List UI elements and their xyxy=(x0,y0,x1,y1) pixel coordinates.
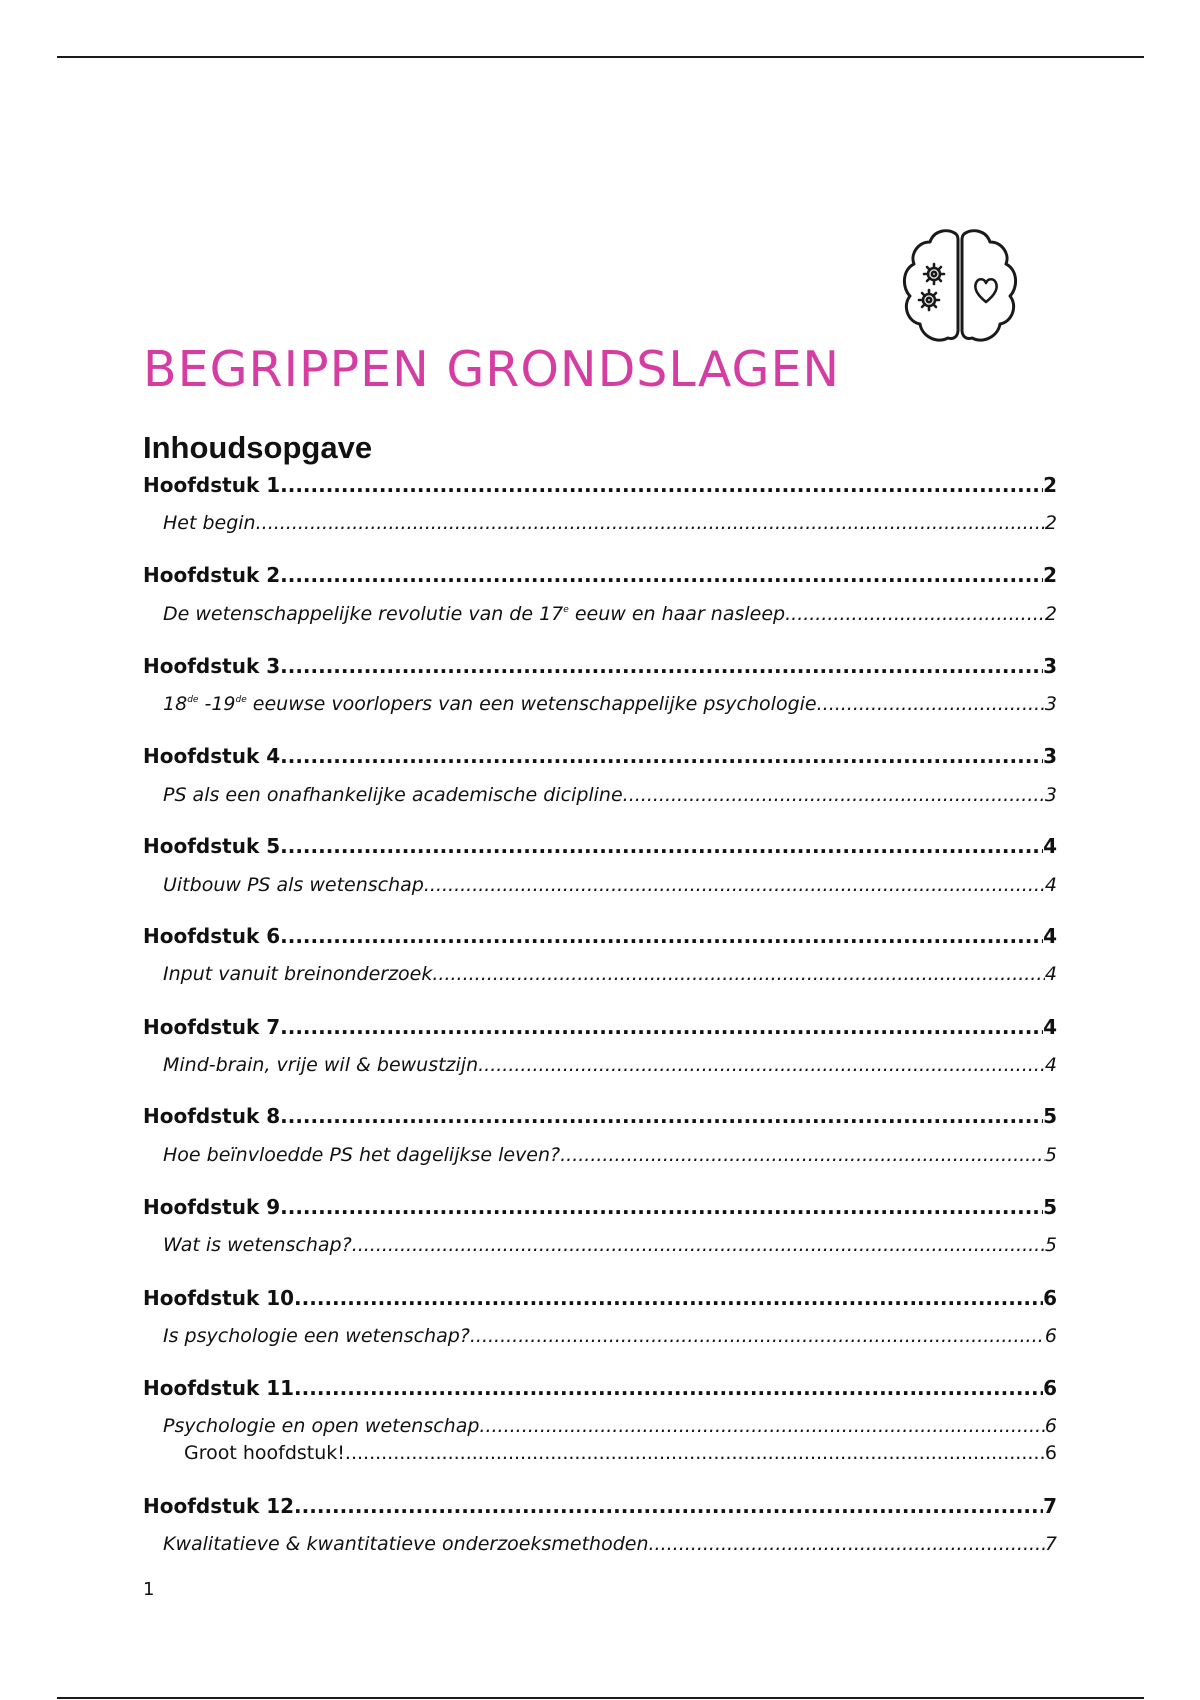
toc-label: Hoofdstuk 12 xyxy=(143,1494,295,1518)
toc-section-wat-is-wetenschap[interactable] xyxy=(163,1236,1057,1255)
toc-label: Hoofdstuk 3 xyxy=(143,654,281,678)
toc-label: Groot hoofdstuk! xyxy=(184,1442,345,1464)
toc-page: 6 xyxy=(1044,1442,1057,1464)
toc-page: 5 xyxy=(1044,1144,1057,1166)
toc-page: 6 xyxy=(1043,1376,1057,1400)
dot-leader xyxy=(280,656,1043,676)
dot-leader xyxy=(294,1288,1043,1308)
toc-section-uitbouw[interactable] xyxy=(163,876,1057,895)
toc-label: Hoofdstuk 8 xyxy=(143,1104,281,1128)
toc-label: Input vanuit breinonderzoek xyxy=(163,963,433,985)
toc-section-voorlopers[interactable] xyxy=(163,695,1057,714)
toc-page: 4 xyxy=(1044,1054,1057,1076)
toc-label: Psychologie en open wetenschap xyxy=(163,1415,480,1437)
dot-leader xyxy=(424,876,1045,895)
toc-label: Hoofdstuk 10 xyxy=(143,1286,295,1310)
toc-chapter-8[interactable] xyxy=(143,1106,1057,1126)
toc-label: Hoofdstuk 5 xyxy=(143,834,281,858)
toc-page: 4 xyxy=(1044,963,1057,985)
dot-leader xyxy=(280,565,1043,585)
toc-section-wetenschappelijke-revolutie[interactable] xyxy=(163,605,1057,624)
toc-label: Hoofdstuk 9 xyxy=(143,1195,281,1219)
toc-page: 6 xyxy=(1044,1415,1057,1437)
toc-page: 6 xyxy=(1044,1325,1057,1347)
dot-leader xyxy=(817,695,1045,714)
dot-leader xyxy=(280,475,1043,495)
toc-chapter-7[interactable] xyxy=(143,1017,1057,1037)
dot-leader xyxy=(479,1417,1044,1436)
toc-page: 3 xyxy=(1043,654,1057,678)
toc-label: Uitbouw PS als wetenschap xyxy=(163,874,424,896)
toc-label: Hoe beïnvloedde PS het dagelijkse leven? xyxy=(163,1144,561,1166)
dot-leader xyxy=(280,926,1043,946)
toc-chapter-2[interactable] xyxy=(143,565,1057,585)
toc-section-onderzoeksmethoden[interactable] xyxy=(163,1535,1057,1554)
toc-heading: Inhoudsopgave xyxy=(143,429,373,465)
toc-section-academische-dicipline[interactable] xyxy=(163,786,1057,805)
toc-page: 3 xyxy=(1044,693,1057,715)
toc-section-het-begin[interactable] xyxy=(163,514,1057,533)
dot-leader xyxy=(352,1236,1045,1255)
toc-subsection-groot-hoofdstuk[interactable] xyxy=(184,1444,1057,1463)
dot-leader xyxy=(256,514,1045,533)
toc-label: Kwalitatieve & kwantitatieve onderzoeksmethoden xyxy=(163,1533,649,1555)
toc-chapter-5[interactable] xyxy=(143,836,1057,856)
toc-label: Mind-brain, vrije wil & bewustzijn xyxy=(163,1054,479,1076)
toc-page: 2 xyxy=(1044,603,1057,625)
dot-leader xyxy=(294,1378,1043,1398)
toc-label: De wetenschappelijke revolutie van de 17e eeuw en haar nasleep xyxy=(163,603,786,625)
toc-chapter-4[interactable] xyxy=(143,746,1057,766)
toc-page: 5 xyxy=(1044,1234,1057,1256)
toc-label: Hoofdstuk 1 xyxy=(143,473,281,497)
toc-chapter-9[interactable] xyxy=(143,1197,1057,1217)
dot-leader xyxy=(345,1444,1045,1463)
toc-page: 2 xyxy=(1043,563,1057,587)
toc-chapter-12[interactable] xyxy=(143,1496,1057,1516)
dot-leader xyxy=(280,1106,1043,1126)
toc-page: 4 xyxy=(1043,834,1057,858)
toc-chapter-3[interactable] xyxy=(143,656,1057,676)
page-number: 1 xyxy=(143,1579,155,1600)
toc-page: 2 xyxy=(1044,512,1057,534)
toc-page: 5 xyxy=(1043,1104,1057,1128)
toc-label: 18de -19de eeuwse voorlopers van een wetenschappelijke psychologie xyxy=(163,693,817,715)
dot-leader xyxy=(623,786,1045,805)
toc-label: Hoofdstuk 4 xyxy=(143,744,281,768)
toc-label: Hoofdstuk 11 xyxy=(143,1376,295,1400)
toc-page: 5 xyxy=(1043,1195,1057,1219)
dot-leader xyxy=(470,1327,1045,1346)
dot-leader xyxy=(785,605,1045,624)
dot-leader xyxy=(649,1535,1045,1554)
toc-chapter-11[interactable] xyxy=(143,1378,1057,1398)
toc-page: 6 xyxy=(1043,1286,1057,1310)
toc-label: Hoofdstuk 2 xyxy=(143,563,281,587)
dot-leader xyxy=(432,965,1045,984)
brain-gears-heart-icon xyxy=(898,228,1022,348)
toc-chapter-10[interactable] xyxy=(143,1288,1057,1308)
toc-page: 7 xyxy=(1043,1494,1057,1518)
bottom-rule xyxy=(57,1697,1144,1699)
toc-page: 3 xyxy=(1044,784,1057,806)
toc-label: Is psychologie een wetenschap? xyxy=(163,1325,470,1347)
toc-chapter-6[interactable] xyxy=(143,926,1057,946)
toc-section-mind-brain[interactable] xyxy=(163,1056,1057,1075)
toc-label: Het begin xyxy=(163,512,256,534)
toc-page: 3 xyxy=(1043,744,1057,768)
dot-leader xyxy=(280,1017,1043,1037)
toc-label: PS als een onafhankelijke academische dicipline xyxy=(163,784,623,806)
dot-leader xyxy=(280,1197,1043,1217)
document-title: BEGRIPPEN GRONDSLAGEN xyxy=(143,340,841,398)
top-rule xyxy=(57,56,1144,58)
dot-leader xyxy=(560,1146,1045,1165)
dot-leader xyxy=(280,836,1043,856)
toc-section-psychologie-wetenschap[interactable] xyxy=(163,1327,1057,1346)
toc-section-open-wetenschap[interactable] xyxy=(163,1417,1057,1436)
toc-page: 4 xyxy=(1043,924,1057,948)
dot-leader xyxy=(280,746,1043,766)
toc-page: 2 xyxy=(1043,473,1057,497)
toc-page: 7 xyxy=(1044,1533,1057,1555)
dot-leader xyxy=(478,1056,1045,1075)
toc-page: 4 xyxy=(1043,1015,1057,1039)
dot-leader xyxy=(294,1496,1043,1516)
toc-section-breinonderzoek[interactable] xyxy=(163,965,1057,984)
toc-label: Hoofdstuk 7 xyxy=(143,1015,281,1039)
toc-label: Wat is wetenschap? xyxy=(163,1234,352,1256)
toc-page: 4 xyxy=(1044,874,1057,896)
toc-label: Hoofdstuk 6 xyxy=(143,924,281,948)
toc-chapter-1[interactable] xyxy=(143,475,1057,495)
toc-section-dagelijkse-leven[interactable] xyxy=(163,1146,1057,1165)
